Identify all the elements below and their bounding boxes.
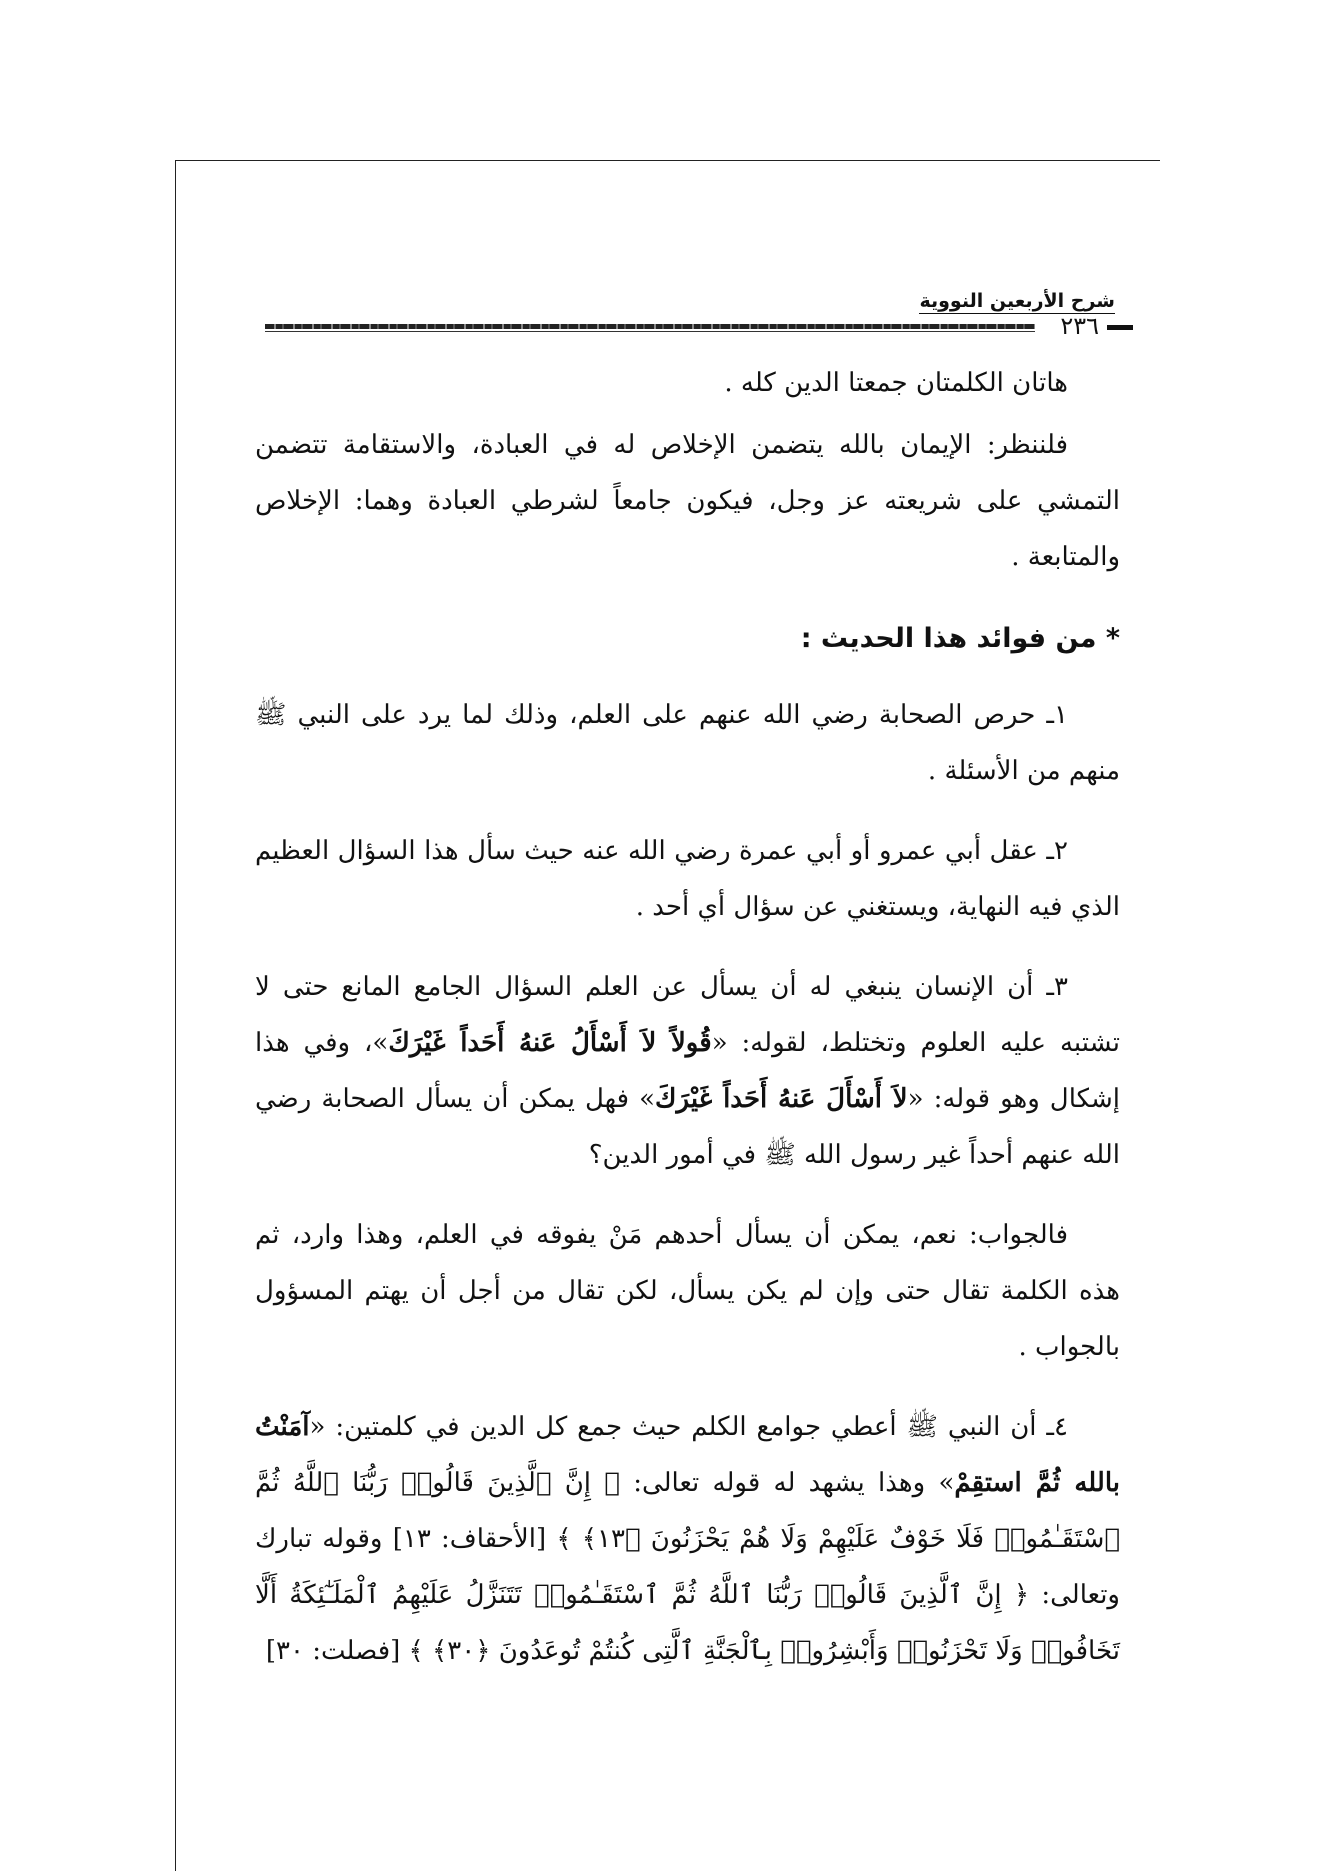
item3-text-a: ٣ـ أن الإنسان ينبغي له أن يسأل عن العلم السؤال الجامع المانع حتى لا تشتبه عليه العلوم وتختلط، لقوله: « <box>255 972 1121 1058</box>
scan-border-left <box>175 160 176 1871</box>
page-body <box>255 355 1120 1703</box>
item4-text-a: ٤ـ أن النبي ﷺ أعطي جوامع الكلم حيث جمع كل الدين في كلمتين: « <box>309 1412 1068 1442</box>
list-item-1: ١ـ حرص الصحابة رضي الله عنهم على العلم، وذلك لما يرد على النبي ﷺ منهم من الأسئلة . <box>255 700 1120 786</box>
page-number-text: ٢٣٦ <box>1060 312 1099 340</box>
scan-border-top <box>175 160 1160 161</box>
hadith-quote-2: لاَ أَسْأَلَ عَنهُ أَحَداً غَيْرَكَ <box>655 1084 908 1114</box>
running-title: شرح الأربعين النووية <box>919 290 1115 312</box>
paragraph-answer: فالجواب: نعم، يمكن أن يسأل أحدهم مَنْ يفوقه في العلم، وهذا وارد، ثم هذه الكلمة تقال حتى وإن لم يكن يسأل، لكن تقال من أجل أن يهتم المسؤول بالجواب . <box>255 1220 1120 1362</box>
list-item-3 <box>255 959 1120 1183</box>
list-item-4 <box>255 1399 1120 1679</box>
hadith-quote-3: آمَنْتُ بالله ثُمَّ استقِمْ <box>255 1412 1120 1498</box>
item3-text-b: »، وفي هذا إشكال وهو قوله: « <box>255 1028 1120 1114</box>
paragraph-reflection: فلننظر: الإيمان بالله يتضمن الإخلاص له في العبادة، والاستقامة تتضمن التمشي على شريعته عز وجل، فيكون جامعاً لشرطي العبادة وهما: الإخلاص والمتابعة . <box>255 430 1120 572</box>
header-rule-thin <box>265 331 1035 332</box>
section-heading: * من فوائد هذا الحديث : <box>800 623 1120 654</box>
page-header <box>265 290 1120 350</box>
paragraph-closing: هاتان الكلمتان جمعتا الدين كله . <box>724 368 1068 398</box>
item3-text-c: » فهل يمكن أن يسأل الصحابة رضي الله عنهم أحداً غير رسول الله ﷺ في أمور الدين؟ <box>255 1084 1120 1170</box>
header-rule <box>265 324 1035 329</box>
page-number <box>1041 312 1131 340</box>
list-item-2: ٢ـ عقل أبي عمرو أو أبي عمرة رضي الله عنه حيث سأل هذا السؤال العظيم الذي فيه النهاية، ويستغني عن سؤال أي أحد . <box>255 836 1120 922</box>
item4-text-b: » وهذا يشهد له قوله تعالى: ﴿ إِنَّ ٱلَّذِينَ قَالُوا۟ رَبُّنَا ٱللَّهُ ثُمَّ ٱسْتَقَـٰمُوا۟ فَلَا خَوْفٌ عَلَيْهِمْ وَلَا هُمْ يَحْزَنُونَ ﴿١٣﴾ ﴾ [الأحقاف: ١٣] وقوله تبارك وتعالى: ﴿ إِنَّ ٱلَّذِينَ قَالُوا۟ رَبُّنَا ٱللَّهُ ثُمَّ ٱسْتَقَـٰمُوا۟ تَتَنَزَّلُ عَلَيْهِمُ ٱلْمَلَـٰٓئِكَةُ أَلَّا تَخَافُوا۟ وَلَا تَحْزَنُوا۟ وَأَبْشِرُوا۟ بِٱلْجَنَّةِ ٱلَّتِى كُنتُمْ تُوعَدُونَ ﴿٣٠﴾ ﴾ [فصلت: ٣٠] <box>255 1468 1120 1666</box>
hadith-quote-1: قُولاً لاَ أَسْأَلُ عَنهُ أَحَداً غَيْرَكَ <box>388 1028 712 1058</box>
